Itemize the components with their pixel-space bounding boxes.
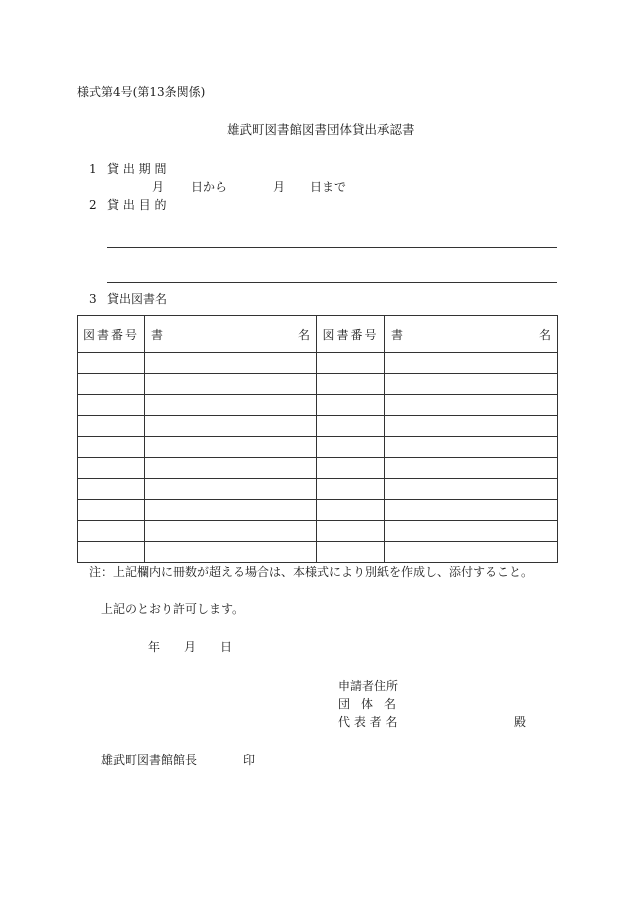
- book-number-cell[interactable]: [317, 479, 385, 500]
- book-name-cell[interactable]: [145, 416, 317, 437]
- book-number-cell[interactable]: [317, 374, 385, 395]
- header-book-name-2: [385, 316, 558, 353]
- table-row: [78, 458, 558, 479]
- book-name-cell[interactable]: [145, 458, 317, 479]
- book-name-cell[interactable]: [385, 353, 558, 374]
- issuer-title: 雄武町図書館館長: [101, 753, 198, 767]
- book-number-cell[interactable]: [317, 542, 385, 563]
- book-number-cell[interactable]: [78, 542, 145, 563]
- table-row: [78, 500, 558, 521]
- book-name-cell[interactable]: [385, 374, 558, 395]
- book-number-cell[interactable]: [78, 374, 145, 395]
- book-number-cell[interactable]: [317, 416, 385, 437]
- book-number-cell[interactable]: [78, 353, 145, 374]
- representative-label: 代 表 者 名: [338, 715, 398, 729]
- header-name-left: 書: [151, 327, 164, 342]
- table-row: [78, 521, 558, 542]
- book-name-cell[interactable]: [385, 479, 558, 500]
- book-number-cell[interactable]: [78, 458, 145, 479]
- book-number-cell[interactable]: [317, 353, 385, 374]
- book-number-cell[interactable]: [78, 521, 145, 542]
- book-name-cell[interactable]: [145, 521, 317, 542]
- book-name-cell[interactable]: [145, 374, 317, 395]
- book-number-cell[interactable]: [78, 395, 145, 416]
- book-number-cell[interactable]: [317, 521, 385, 542]
- section2-label: 貸 出 目 的: [107, 198, 167, 212]
- section2-number: 2: [89, 198, 97, 212]
- book-number-cell[interactable]: [78, 437, 145, 458]
- book-name-cell[interactable]: [385, 437, 558, 458]
- header-name-left: 書: [391, 327, 404, 342]
- table-note: 注：上記欄内に冊数が超える場合は、本様式により別紙を作成し、添付すること。: [89, 565, 534, 579]
- seal-mark: 印: [243, 753, 256, 767]
- period-until: 日まで: [310, 180, 347, 194]
- table-row: [78, 479, 558, 500]
- table-row: [78, 542, 558, 563]
- group-name-char-3: 名: [384, 697, 397, 711]
- table-header-row: [78, 316, 558, 353]
- book-name-cell[interactable]: [385, 416, 558, 437]
- section1-number: 1: [89, 162, 97, 176]
- book-number-cell[interactable]: [78, 479, 145, 500]
- book-name-cell[interactable]: [145, 500, 317, 521]
- book-name-cell[interactable]: [385, 458, 558, 479]
- date-month: 月: [184, 640, 197, 654]
- header-book-number-1: 図書番号: [78, 316, 145, 353]
- header-book-number-2: 図書番号: [317, 316, 385, 353]
- book-name-cell[interactable]: [385, 500, 558, 521]
- header-name-right: 名: [538, 327, 551, 342]
- table-body: [78, 353, 558, 563]
- book-name-cell[interactable]: [145, 479, 317, 500]
- table-row: [78, 353, 558, 374]
- book-number-cell[interactable]: [78, 416, 145, 437]
- section3-number: 3: [89, 292, 97, 306]
- table-row: [78, 374, 558, 395]
- book-number-cell[interactable]: [317, 458, 385, 479]
- book-list-table: [77, 315, 558, 563]
- book-name-cell[interactable]: [385, 395, 558, 416]
- purpose-line-2[interactable]: [107, 282, 557, 283]
- group-name-char-2: 体: [361, 697, 374, 711]
- book-name-cell[interactable]: [145, 353, 317, 374]
- period-month-end: 月: [273, 180, 286, 194]
- document-title: 雄武町図書館図書団体貸出承認書: [227, 122, 415, 137]
- purpose-line-1[interactable]: [107, 247, 557, 248]
- book-name-cell[interactable]: [145, 395, 317, 416]
- date-year: 年: [148, 640, 161, 654]
- book-name-cell[interactable]: [145, 437, 317, 458]
- book-number-cell[interactable]: [78, 500, 145, 521]
- period-month-start: 月: [152, 180, 165, 194]
- applicant-address-label: 申請者住所: [338, 679, 399, 693]
- period-from: 日から: [191, 180, 228, 194]
- form-number: 様式第4号(第13条関係): [77, 85, 206, 99]
- book-number-cell[interactable]: [317, 500, 385, 521]
- table-row: [78, 395, 558, 416]
- section3-label: 貸出図書名: [107, 292, 168, 306]
- table-row: [78, 437, 558, 458]
- book-number-cell[interactable]: [317, 437, 385, 458]
- book-number-cell[interactable]: [317, 395, 385, 416]
- header-name-right: 名: [297, 327, 310, 342]
- section1-label: 貸 出 期 間: [107, 162, 167, 176]
- book-name-cell[interactable]: [145, 542, 317, 563]
- book-name-cell[interactable]: [385, 521, 558, 542]
- approval-text: 上記のとおり許可します。: [101, 602, 245, 616]
- group-name-char-1: 団: [338, 697, 351, 711]
- date-day: 日: [220, 640, 233, 654]
- honorific: 殿: [514, 715, 527, 729]
- header-book-name-1: [145, 316, 317, 353]
- book-name-cell[interactable]: [385, 542, 558, 563]
- table-row: [78, 416, 558, 437]
